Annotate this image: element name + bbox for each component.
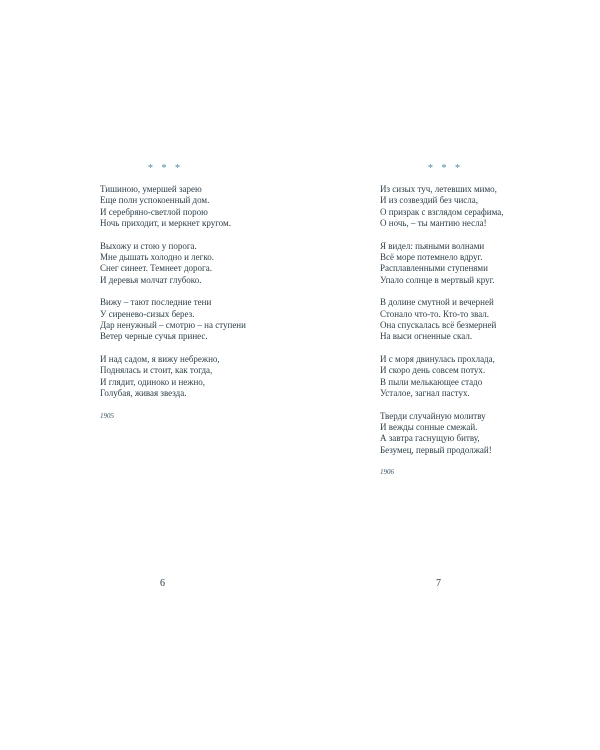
poem-line: Дар ненужный – смотрю – на ступени (100, 320, 246, 331)
poem-line: Усталое, загнал пастух. (380, 388, 470, 399)
stanza (380, 411, 580, 457)
poem-line: Расплавленными ступенями (380, 263, 488, 274)
right-page (300, 0, 600, 750)
poem-line: В пыли мелькающее стадо (380, 376, 483, 387)
poem-line: Вижу – тают последние тени (100, 297, 212, 308)
poem-line: Безумец, первый продолжай! (380, 444, 492, 455)
stanza (100, 297, 290, 343)
stanza (380, 297, 580, 343)
poem-line: И с моря двинулась прохлада, (380, 353, 495, 364)
poem-line: Еще полн успокоенный дом. (100, 195, 210, 206)
poem-line: Поднялась и стоит, как тогда, (100, 365, 213, 376)
stanza (380, 184, 580, 230)
poem (100, 184, 290, 422)
section-stars: * * * (148, 163, 183, 174)
poem-line: Снег синеет. Темнеет дорога. (100, 263, 212, 274)
poem-line: А завтра гаснущую битву, (380, 433, 480, 444)
poem-line: Тишиною, умершей зарею (100, 184, 202, 194)
poem-line: Тверди случайную молитву (380, 410, 486, 421)
poem-line: Из сизых туч, летевших мимо, (380, 184, 497, 194)
poem-line: На выси огненные скал. (380, 331, 473, 342)
poem-line: Она спускалась всё безмерней (380, 320, 497, 331)
stanza (100, 241, 290, 287)
poem-line: И скоро день совсем потух. (380, 365, 486, 376)
poem-year: 1906 (380, 468, 394, 477)
poem-line: Ночь приходит, и меркнет кругом. (100, 218, 231, 229)
poem-line: О ночь, – ты мантию несла! (380, 218, 487, 229)
poem-line: О призрак с взглядом серафима, (380, 206, 504, 217)
poem-line: У сиренево-сизых берез. (100, 308, 195, 319)
poem-line: Упало солнце в мертвый круг. (380, 274, 495, 285)
poem-line: И деревья молчат глубоко. (100, 274, 202, 285)
stanza (100, 354, 290, 400)
poem-line: Стонало что-то. Кто-то звал. (380, 308, 490, 319)
page-number: 6 (160, 578, 165, 589)
stanza (100, 184, 290, 230)
page-number: 7 (436, 578, 441, 589)
poem-year: 1905 (100, 411, 114, 420)
poem-line: И над садом, я вижу небрежно, (100, 353, 220, 364)
poem-line: Выхожу и стою у порога. (100, 240, 197, 251)
poem-line: В долине смутной и вечерней (380, 297, 494, 308)
poem-line: Мне дышать холодно и легко. (100, 252, 214, 263)
section-stars: * * * (428, 163, 463, 174)
poem-line: И глядит, одиноко и нежно, (100, 376, 206, 387)
stanza (380, 354, 580, 400)
poem (380, 184, 580, 479)
stanza (380, 241, 580, 287)
poem-line: И вежды сонные смежай. (380, 421, 478, 432)
poem-line: Всё море потемнело вдруг. (380, 252, 483, 263)
poem-line: И из созвездий без числа, (380, 195, 479, 206)
poem-line: И серебряно-светлой порою (100, 206, 208, 217)
poem-line: Ветер черные сучья принес. (100, 331, 208, 342)
poem-line: Голубая, живая звезда. (100, 388, 187, 399)
poem-line: Я видел: пьяными волнами (380, 240, 485, 251)
